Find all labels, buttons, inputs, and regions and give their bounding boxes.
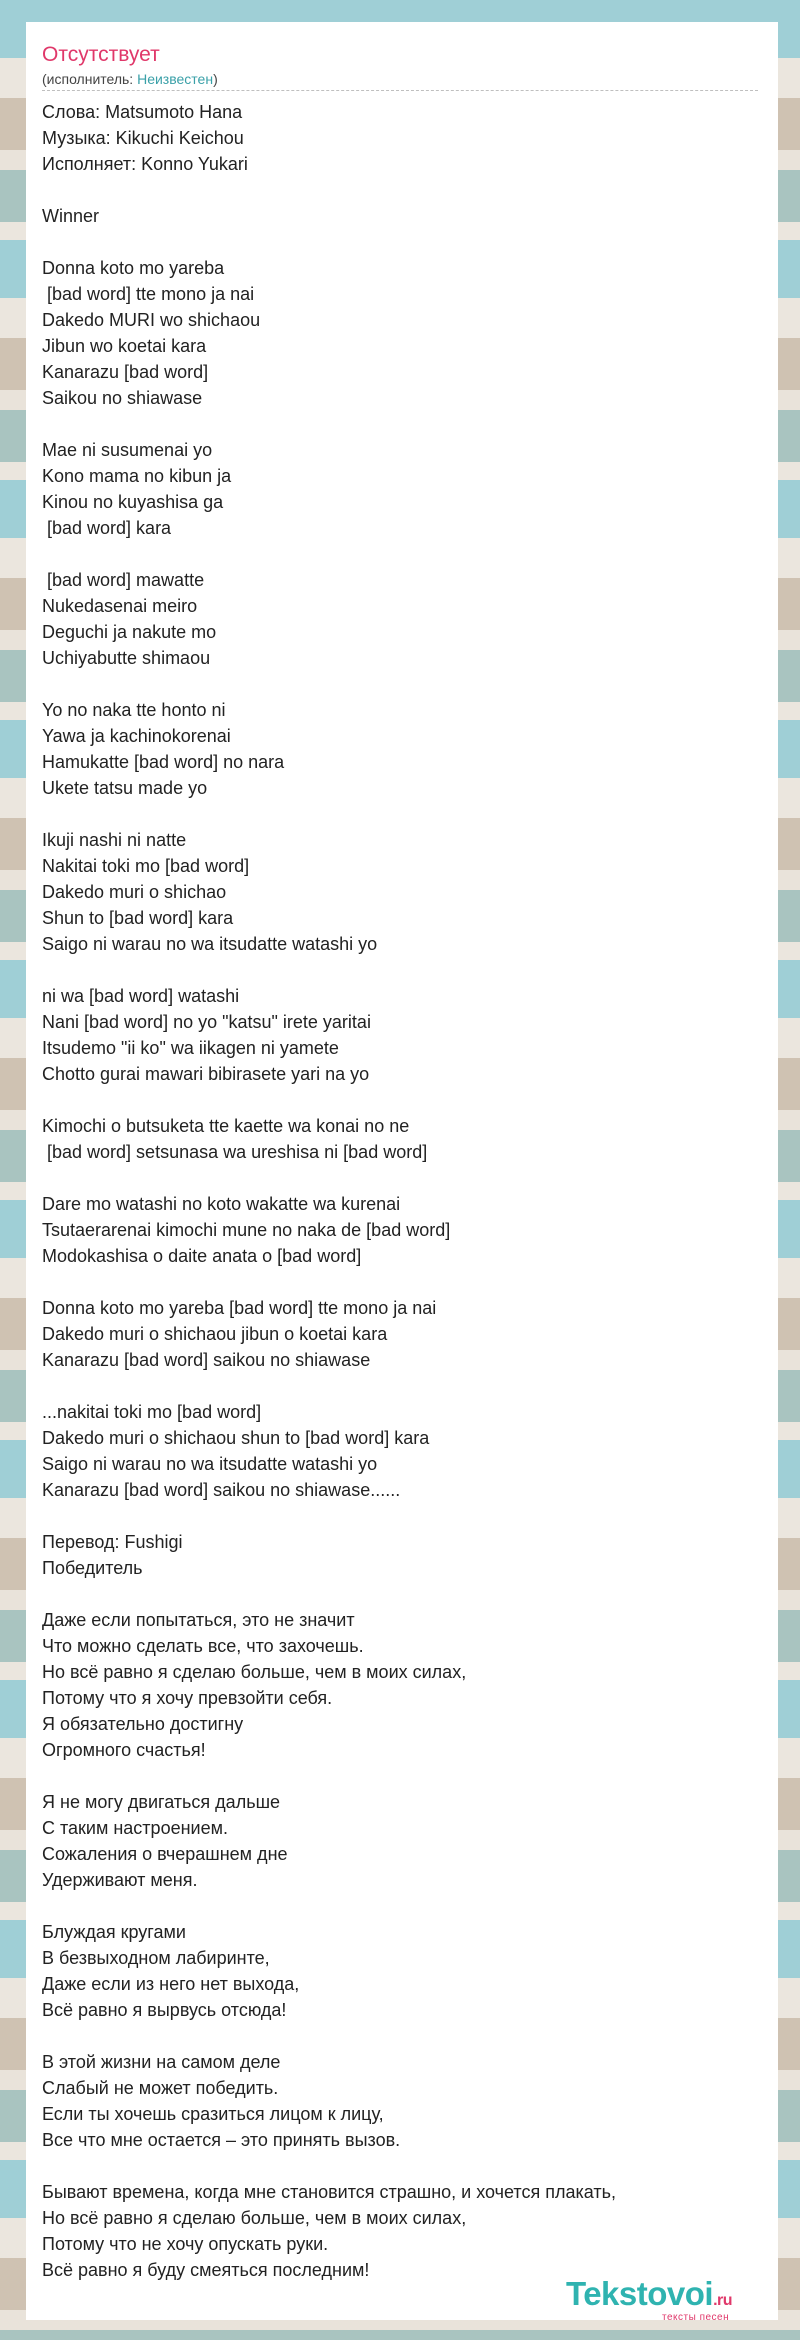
- lyric-line: ni wa [bad word] watashi: [42, 986, 240, 1006]
- lyric-line: [42, 229, 778, 255]
- lyric-line: Я обязательно достигну: [42, 1714, 244, 1734]
- lyric-line: Saikou no shiawase: [42, 388, 203, 408]
- lyric-line: Uchiyabutte shimaou: [42, 648, 211, 668]
- lyric-line: ...nakitai toki mo [bad word]: [42, 1402, 262, 1422]
- lyric-line: Nukedasenai meiro: [42, 596, 198, 616]
- lyric-line: В безвыходном лабиринте,: [42, 1948, 270, 1968]
- lyrics-card: [26, 22, 778, 2320]
- lyric-line: Ikuji nashi ni natte: [42, 830, 187, 850]
- lyric-line: Jibun wo koetai kara: [42, 336, 207, 356]
- artist-suffix: ): [213, 71, 218, 87]
- lyric-line: [42, 1581, 778, 1607]
- lyric-line: [42, 2023, 778, 2049]
- lyric-line: Если ты хочешь сразиться лицом к лицу,: [42, 2104, 384, 2124]
- lyric-line: Yawa ja kachinokorenai: [42, 726, 231, 746]
- lyric-line: [42, 1763, 778, 1789]
- lyric-line: Winner: [42, 206, 100, 226]
- lyric-line: Kanarazu [bad word]: [42, 362, 209, 382]
- lyrics-text: [42, 99, 778, 2283]
- lyric-line: [42, 177, 778, 203]
- lyric-line: Бывают времена, когда мне становится страшно, и хочется плакать,: [42, 2182, 616, 2202]
- logo-tld: .ru: [713, 2292, 733, 2309]
- lyric-line: Блуждая кругами: [42, 1922, 186, 1942]
- lyric-line: Но всё равно я сделаю больше, чем в моих силах,: [42, 2208, 467, 2228]
- lyric-line: Но всё равно я сделаю больше, чем в моих силах,: [42, 1662, 467, 1682]
- lyric-line: Слова: Matsumoto Hana: [42, 102, 243, 122]
- lyric-line: Mae ni susumenai yo: [42, 440, 213, 460]
- site-logo[interactable]: [566, 2276, 766, 2326]
- lyric-line: Что можно сделать все, что захочешь.: [42, 1636, 364, 1656]
- lyric-line: Saigo ni warau no wa itsudatte watashi yo: [42, 1454, 378, 1474]
- lyric-line: [bad word] mawatte: [42, 570, 205, 590]
- lyric-line: Kimochi o butsuketa tte kaette wa konai no ne: [42, 1116, 410, 1136]
- lyric-line: Перевод: Fushigi: [42, 1532, 183, 1552]
- lyric-line: [42, 2153, 778, 2179]
- lyric-line: Сожаления о вчерашнем дне: [42, 1844, 288, 1864]
- lyric-line: Nakitai toki mo [bad word]: [42, 856, 250, 876]
- artist-line: [42, 70, 758, 91]
- lyric-line: [42, 541, 778, 567]
- lyric-line: [bad word] kara: [42, 518, 172, 538]
- lyric-line: Itsudemo "ii ko" wa iikagen ni yamete: [42, 1038, 339, 1058]
- lyric-line: Даже если попытаться, это не значит: [42, 1610, 355, 1630]
- lyric-line: Ukete tatsu made yo: [42, 778, 208, 798]
- lyric-line: Потому что не хочу опускать руки.: [42, 2234, 329, 2254]
- lyric-line: [42, 1373, 778, 1399]
- lyric-line: [42, 801, 778, 827]
- lyric-line: Слабый не может победить.: [42, 2078, 279, 2098]
- lyric-line: [42, 671, 778, 697]
- lyric-line: Dakedo muri o shichaou jibun o koetai kara: [42, 1324, 388, 1344]
- lyric-line: Dakedo muri o shichaou shun to [bad word] kara: [42, 1428, 430, 1448]
- lyric-line: [42, 957, 778, 983]
- lyric-line: [42, 1893, 778, 1919]
- lyric-line: Kanarazu [bad word] saikou no shiawase: [42, 1350, 371, 1370]
- lyric-line: [42, 1165, 778, 1191]
- lyric-line: Музыка: Kikuchi Keichou: [42, 128, 244, 148]
- lyric-line: Огромного счастья!: [42, 1740, 206, 1760]
- lyric-line: Nani [bad word] no yo "katsu" irete yaritai: [42, 1012, 371, 1032]
- lyric-line: Donna koto mo yareba: [42, 258, 225, 278]
- lyric-line: Исполняет: Konno Yukari: [42, 154, 248, 174]
- song-title: Отсутствует: [42, 43, 160, 66]
- lyric-line: Удерживают меня.: [42, 1870, 198, 1890]
- lyric-line: Все что мне остается – это принять вызов.: [42, 2130, 401, 2150]
- lyric-line: Hamukatte [bad word] no nara: [42, 752, 285, 772]
- lyric-line: Donna koto mo yareba [bad word] tte mono ja nai: [42, 1298, 437, 1318]
- lyric-line: Я не могу двигаться дальше: [42, 1792, 281, 1812]
- lyric-line: Победитель: [42, 1558, 143, 1578]
- artist-prefix: (исполнитель:: [42, 71, 138, 87]
- lyric-line: В этой жизни на самом деле: [42, 2052, 281, 2072]
- lyric-line: [42, 1087, 778, 1113]
- lyric-line: Saigo ni warau no wa itsudatte watashi yo: [42, 934, 378, 954]
- lyric-line: Kono mama no kibun ja: [42, 466, 232, 486]
- lyric-line: Dare mo watashi no koto wakatte wa kurenai: [42, 1194, 401, 1214]
- lyric-line: Всё равно я вырвусь отсюда!: [42, 2000, 287, 2020]
- lyric-line: Tsutaerarenai kimochi mune no naka de [bad word]: [42, 1220, 451, 1240]
- lyric-line: Yo no naka tte honto ni: [42, 700, 226, 720]
- lyric-line: [42, 1269, 778, 1295]
- lyric-line: Даже если из него нет выхода,: [42, 1974, 300, 1994]
- lyric-line: [42, 411, 778, 437]
- lyric-line: [42, 1503, 778, 1529]
- lyric-line: Deguchi ja nakute mo: [42, 622, 217, 642]
- lyric-line: Kinou no kuyashisa ga: [42, 492, 224, 512]
- lyric-line: [bad word] setsunasa wa ureshisa ni [bad word]: [42, 1142, 428, 1162]
- lyric-line: Dakedo muri o shichao: [42, 882, 227, 902]
- artist-link[interactable]: Неизвестен: [137, 71, 214, 87]
- logo-main-text: Tekstovoi: [566, 2275, 714, 2312]
- lyric-line: Kanarazu [bad word] saikou no shiawase......: [42, 1480, 401, 1500]
- lyric-line: [bad word] tte mono ja nai: [42, 284, 255, 304]
- logo-tagline: тексты песен: [662, 2312, 730, 2323]
- lyric-line: Всё равно я буду смеяться последним!: [42, 2260, 370, 2280]
- lyric-line: Modokashisa o daite anata o [bad word]: [42, 1246, 362, 1266]
- lyric-line: С таким настроением.: [42, 1818, 228, 1838]
- lyric-line: Shun to [bad word] kara: [42, 908, 234, 928]
- lyric-line: Dakedo MURI wo shichaou: [42, 310, 261, 330]
- lyric-line: Потому что я хочу превзойти себя.: [42, 1688, 333, 1708]
- lyric-line: Chotto gurai mawari bibirasete yari na yo: [42, 1064, 370, 1084]
